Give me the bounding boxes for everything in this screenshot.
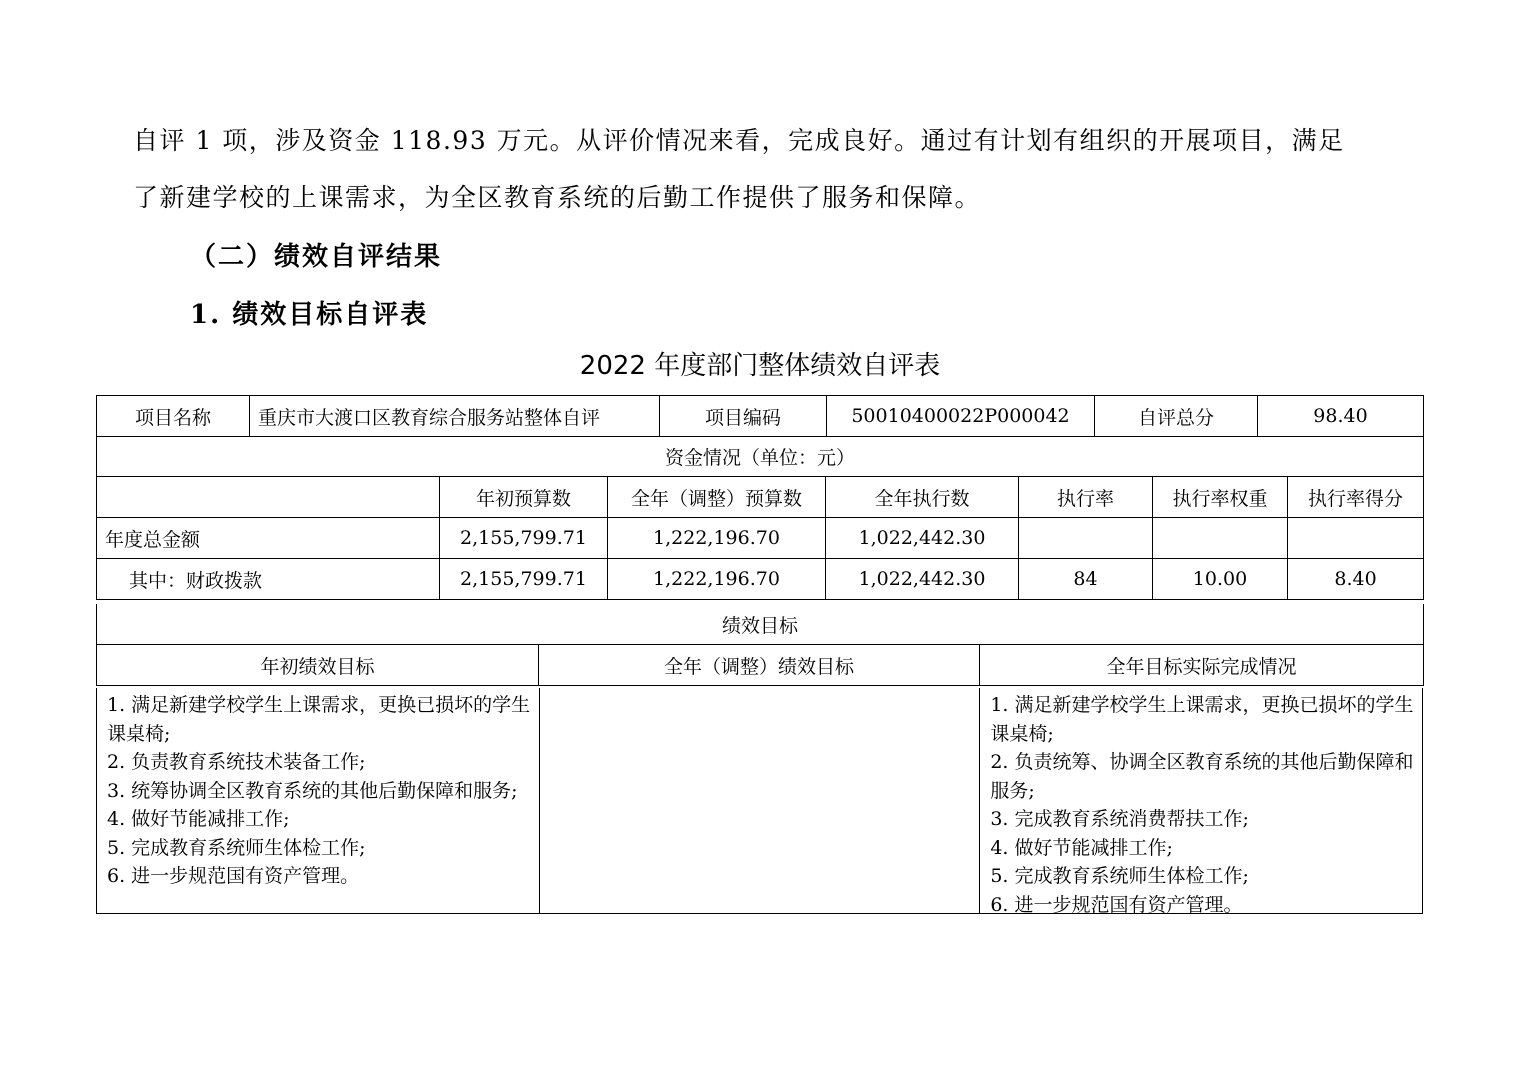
project-code-value: 50010400022P000042 (827, 396, 1095, 437)
funds-cell: 1,022,442.30 (826, 559, 1019, 600)
project-code-label: 项目编码 (660, 396, 827, 437)
funds-table (96, 436, 1424, 600)
goals-section-label: 绩效目标 (97, 604, 1424, 645)
funds-cell: 10.00 (1153, 559, 1288, 600)
funds-cell (1019, 518, 1153, 559)
intro-line-1: 自评 1 项，涉及资金 118.93 万元。从评价情况来看，完成良好。通过有计划有组织的开展项目，满足 (133, 126, 1345, 155)
funds-cell (1288, 518, 1424, 559)
project-info-row (97, 396, 1424, 437)
list-item: 5. 完成教育系统师生体检工作; (107, 836, 366, 859)
goals-col-header: 全年目标实际完成情况 (980, 645, 1424, 686)
funds-col-header: 执行率得分 (1288, 477, 1424, 518)
intro-line-2: 了新建学校的上课需求，为全区教育系统的后勤工作提供了服务和保障。 (133, 183, 982, 212)
funds-cell: 84 (1019, 559, 1153, 600)
table-row (97, 559, 1424, 600)
list-item: 3. 统筹协调全区教育系统的其他后勤保障和服务; (107, 779, 518, 802)
funds-col-header: 执行率 (1019, 477, 1153, 518)
goals-col-header: 全年（调整）绩效目标 (539, 645, 980, 686)
funds-section-label: 资金情况（单位：元） (97, 436, 1424, 477)
funds-header-row (97, 477, 1424, 518)
score-label: 自评总分 (1095, 396, 1258, 437)
funds-col-header: 全年执行数 (826, 477, 1019, 518)
table-row (97, 518, 1424, 559)
project-name-value: 重庆市大渡口区教育综合服务站整体自评 (250, 396, 660, 437)
sub-heading: 1. 绩效目标自评表 (190, 300, 429, 330)
funds-row-label: 其中：财政拨款 (97, 559, 440, 600)
list-item: 1. 满足新建学校学生上课需求，更换已损坏的学生课桌椅; (990, 694, 1414, 745)
funds-header-blank (97, 477, 440, 518)
goals-content (96, 688, 1423, 914)
project-name-label: 项目名称 (97, 396, 250, 437)
list-item: 6. 进一步规范国有资产管理。 (107, 865, 360, 887)
initial-goals-cell (97, 688, 539, 913)
project-info-table (96, 395, 1424, 437)
funds-col-header: 年初预算数 (440, 477, 608, 518)
goals-section-row (97, 604, 1424, 645)
funds-col-header: 全年（调整）预算数 (608, 477, 826, 518)
goals-header-row (97, 645, 1424, 686)
list-item: 5. 完成教育系统师生体检工作; (990, 865, 1249, 887)
funds-section-row (97, 436, 1424, 477)
list-item: 6. 进一步规范国有资产管理。 (990, 893, 1243, 916)
list-item: 2. 负责统筹、协调全区教育系统的其他后勤保障和服务; (990, 751, 1414, 802)
funds-cell: 1,222,196.70 (608, 559, 826, 600)
table-title: 2022 年度部门整体绩效自评表 (579, 351, 941, 381)
list-item: 2. 负责教育系统技术装备工作; (107, 751, 366, 773)
section-heading: （二）绩效自评结果 (190, 242, 443, 272)
list-item: 3. 完成教育系统消费帮扶工作; (990, 808, 1249, 830)
adjusted-goals-cell (539, 688, 980, 913)
goals-col-header: 年初绩效目标 (97, 645, 539, 686)
funds-row-label: 年度总金额 (97, 518, 440, 559)
funds-cell: 2,155,799.71 (440, 559, 608, 600)
funds-cell: 1,022,442.30 (826, 518, 1019, 559)
actual-completion-cell (979, 688, 1422, 916)
list-item: 4. 做好节能减排工作; (107, 808, 290, 830)
funds-cell: 1,222,196.70 (608, 518, 826, 559)
funds-cell: 2,155,799.71 (440, 518, 608, 559)
score-value: 98.40 (1258, 396, 1424, 437)
funds-cell: 8.40 (1288, 559, 1424, 600)
funds-cell (1153, 518, 1288, 559)
list-item: 4. 做好节能减排工作; (990, 836, 1173, 859)
goals-header-table (96, 604, 1424, 686)
list-item: 1. 满足新建学校学生上课需求，更换已损坏的学生课桌椅; (107, 694, 531, 745)
funds-col-header: 执行率权重 (1153, 477, 1288, 518)
